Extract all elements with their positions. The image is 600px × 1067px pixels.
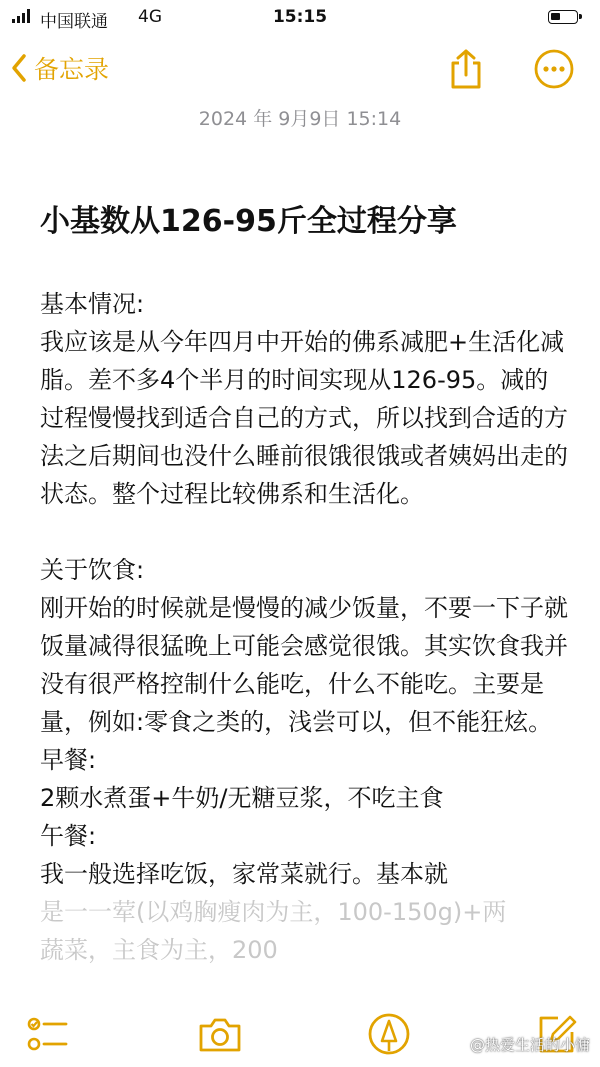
note-line: 2颗水煮蛋+牛奶/无糖豆浆，不吃主食	[40, 784, 444, 812]
share-icon	[446, 48, 486, 90]
status-bar	[0, 0, 600, 36]
note-line: 早餐:	[40, 746, 97, 774]
note-title[interactable]: 小基数从126-95斤全过程分享	[40, 204, 457, 239]
checklist-button[interactable]	[26, 1012, 70, 1060]
markup-button[interactable]	[367, 1012, 411, 1060]
note-line: 刚开始的时候就是慢慢的减少饭量，不要一下子就饭量减得很猛晚上可能会感觉很饿。其实饮食我并没有很严格控制什么能吃，什么不能吃。主要是量，例如:零食之类的，浅尝可以，但不能狂炫。	[40, 594, 568, 736]
checklist-icon	[26, 1012, 70, 1056]
note-line: 午餐:	[40, 822, 97, 850]
note-line-faded: 是一一荤(以鸡胸瘦肉为主，100-150g)+两	[40, 898, 507, 926]
note-line: 关于饮食:	[40, 556, 145, 584]
carrier-name: 中国联通	[40, 12, 108, 32]
note-line: 我应该是从今年四月中开始的佛系减肥+生活化减脂。差不多4个半月的时间实现从126-95。减的过程慢慢找到适合自己的方式，所以找到合适的方法之后期间也没什么睡前很饿很饿或者姨妈出走的状态。整个过程比较佛系和生活化。	[40, 328, 568, 508]
note-date: 2024 年 9月9日 15:14	[198, 108, 402, 130]
camera-icon	[197, 1012, 243, 1056]
note-body[interactable]	[40, 285, 568, 969]
chevron-left-icon	[10, 53, 28, 83]
watermark: @热爱生活的小慵	[469, 1036, 590, 1054]
blank-line	[40, 513, 568, 551]
more-icon	[533, 48, 575, 90]
camera-button[interactable]	[197, 1012, 243, 1060]
share-button[interactable]	[446, 48, 486, 94]
network-type: 4G	[138, 7, 162, 27]
back-button[interactable]	[10, 50, 109, 86]
note-line: 我一般选择吃饭，家常菜就行。基本就	[40, 860, 448, 888]
back-label: 备忘录	[34, 55, 110, 84]
note-line-faded: 蔬菜，主食为主，200	[40, 936, 278, 964]
nav-bar	[0, 40, 600, 96]
more-button[interactable]	[533, 48, 575, 94]
note-line: 基本情况:	[40, 290, 145, 318]
status-time: 15:15	[272, 7, 328, 27]
battery-icon	[548, 10, 578, 24]
markup-pen-icon	[367, 1012, 411, 1056]
